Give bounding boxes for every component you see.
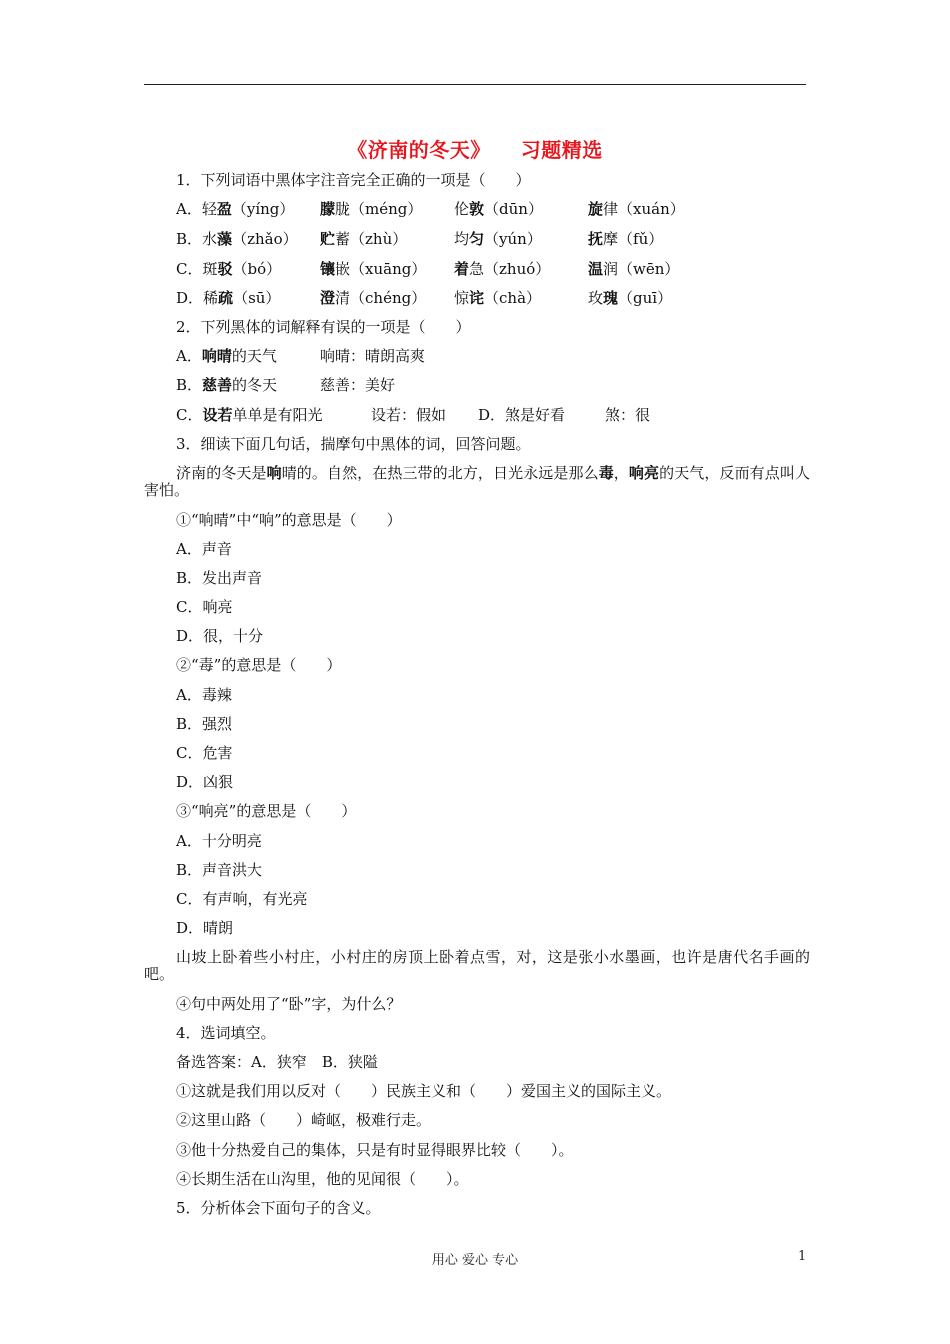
q2-option-c-explanation: 设若：假如	[371, 406, 447, 424]
q1-option-item	[320, 260, 426, 278]
page-number: 1	[798, 1249, 807, 1264]
bold-character: 温	[588, 260, 604, 278]
q4-item: ④长期生活在山沟里，他的见闻很（ ）。	[176, 1170, 469, 1188]
page-title	[0, 134, 950, 163]
q2-option-a-explanation: 响晴：晴朗高爽	[320, 347, 426, 365]
q4-choices: 备选答案：A．狭窄 B．狭隘	[176, 1053, 378, 1071]
bold-term: 慈善	[202, 376, 233, 394]
bold-character: 诧	[469, 289, 485, 307]
bold-character: 匀	[469, 230, 485, 248]
word-part: 急	[469, 260, 485, 278]
q3-sub3-option: C．有声响，有光亮	[176, 890, 308, 908]
word-part: 律	[603, 200, 619, 218]
option-letter: A．	[176, 200, 202, 218]
q3-sub3-option: D．晴朗	[176, 919, 234, 937]
bold-character: 藻	[217, 230, 233, 248]
pinyin: （chà）	[484, 289, 542, 307]
pinyin: （xuāng）	[350, 260, 427, 278]
pinyin: （yíng）	[231, 200, 295, 218]
word-part: 清	[335, 289, 351, 307]
bold-term: 响晴	[201, 347, 232, 365]
pinyin: （sū）	[233, 289, 281, 307]
passage-text: ，	[613, 464, 629, 482]
q2-option-b	[176, 376, 277, 394]
q1-option-item	[176, 200, 294, 218]
pinyin: （wēn）	[618, 260, 680, 278]
bold-term: 毒	[598, 464, 614, 482]
bold-term: 响	[266, 464, 282, 482]
word-part: 斑	[202, 260, 218, 278]
bold-character: 敦	[469, 200, 485, 218]
word-part: 嵌	[335, 260, 351, 278]
option-letter: C．	[176, 260, 203, 278]
word-part: 轻	[201, 200, 217, 218]
pinyin: （chéng）	[350, 289, 427, 307]
q3-sub4-stem: ④句中两处用了“卧”字，为什么？	[176, 995, 402, 1013]
pinyin: （zhuó）	[484, 260, 551, 278]
q1-stem: 1．下列词语中黑体字注音完全正确的一项是（ ）	[176, 171, 531, 189]
pinyin: （méng）	[350, 200, 423, 218]
q2-option-b-explanation: 慈善：美好	[320, 376, 396, 394]
word-part: 摩	[603, 230, 619, 248]
q1-option-item	[454, 230, 542, 248]
q3-sub1-option: B．发出声音	[176, 569, 263, 587]
bold-character: 贮	[320, 230, 336, 248]
q1-option-item	[454, 260, 550, 278]
word-part: 稀	[203, 289, 219, 307]
passage-text: 济南的冬天是	[176, 464, 267, 482]
bold-term: 设若	[202, 406, 233, 424]
bold-character: 抚	[588, 230, 604, 248]
q3-sub2-option: A．毒辣	[176, 686, 232, 704]
passage-text: 晴的。自然，在热三带的北方，日光永远是那么	[281, 464, 599, 482]
word-part: 玫	[588, 289, 604, 307]
q3-passage-1	[144, 465, 810, 499]
q1-option-item	[588, 289, 672, 307]
option-text: 单单是有阳光	[232, 406, 323, 424]
bold-character: 疏	[218, 289, 234, 307]
pinyin: （xuán）	[618, 200, 685, 218]
q3-sub1-option: A．声音	[176, 540, 232, 558]
bold-character: 瑰	[603, 289, 619, 307]
q1-option-item	[588, 200, 685, 218]
word-part: 胧	[335, 200, 351, 218]
bold-character: 澄	[320, 289, 336, 307]
word-part: 惊	[454, 289, 470, 307]
q2-option-d: D．煞是好看	[478, 406, 566, 424]
pinyin: （yún）	[484, 230, 542, 248]
footer-motto: 用心 爱心 专心	[431, 1253, 519, 1268]
q3-sub1-option: D．很，十分	[176, 627, 264, 645]
q1-option-item	[176, 230, 298, 248]
bold-character: 旋	[588, 200, 604, 218]
option-letter: B．	[176, 376, 203, 394]
q3-sub2-option: C．危害	[176, 744, 233, 762]
q2-option-c	[176, 406, 323, 424]
bold-character: 镶	[320, 260, 336, 278]
q3-sub3-option: B．声音洪大	[176, 861, 263, 879]
header-rule	[144, 84, 806, 85]
q3-sub1-option: C．响亮	[176, 598, 233, 616]
q3-sub2-stem: ②“毒”的意思是（ ）	[176, 656, 342, 674]
title-part-2: 习题精选	[520, 138, 603, 162]
q4-stem: 4．选词填空。	[176, 1024, 276, 1042]
q1-option-item	[320, 289, 426, 307]
word-part: 蓄	[335, 230, 351, 248]
passage-text: 的天气，反而有点叫人害怕。	[144, 464, 810, 499]
q3-sub1-stem: ①“响晴”中“响”的意思是（ ）	[176, 511, 402, 529]
q3-stem: 3．细读下面几句话，揣摩句中黑体的词，回答问题。	[176, 435, 531, 453]
q3-passage-2: 山坡上卧着些小村庄，小村庄的房顶上卧着点雪，对，这是张小水墨画，也许是唐代名手画的吧。	[144, 948, 810, 983]
q2-option-d-explanation: 煞：很	[605, 406, 651, 424]
bold-term: 响亮	[628, 464, 660, 482]
q4-item: ①这就是我们用以反对（ ）民族主义和（ ）爱国主义的国际主义。	[176, 1082, 672, 1100]
title-part-1: 《济南的冬天》	[347, 138, 491, 162]
q3-sub2-option: B．强烈	[176, 715, 233, 733]
q5-stem: 5．分析体会下面句子的含义。	[176, 1199, 381, 1217]
q1-option-item	[588, 260, 679, 278]
option-text: 的冬天	[232, 376, 278, 394]
pinyin: （zhǎo）	[232, 230, 298, 248]
q1-option-item	[320, 200, 422, 218]
q2-stem: 2．下列黑体的词解释有误的一项是（ ）	[176, 318, 471, 336]
option-letter: A．	[176, 347, 202, 365]
option-letter: B．	[176, 230, 203, 248]
option-letter: D．	[176, 289, 204, 307]
bold-character: 盈	[216, 200, 232, 218]
option-text: 的天气	[231, 347, 277, 365]
bold-character: 驳	[217, 260, 233, 278]
q1-option-item	[176, 260, 281, 278]
q4-item: ③他十分热爱自己的集体，只是有时显得眼界比较（ ）。	[176, 1141, 574, 1159]
word-part: 水	[202, 230, 218, 248]
q1-option-item	[320, 230, 407, 248]
q1-option-item	[588, 230, 663, 248]
pinyin: （dūn）	[484, 200, 543, 218]
pinyin: （bó）	[232, 260, 282, 278]
bold-character: 着	[454, 260, 470, 278]
pinyin: （guī）	[618, 289, 673, 307]
q3-sub3-stem: ③“响亮”的意思是（ ）	[176, 802, 357, 820]
q1-option-item	[176, 289, 280, 307]
pinyin: （fǔ）	[618, 230, 664, 248]
bold-character: 朦	[320, 200, 336, 218]
q4-item: ②这里山路（ ）崎岖，极难行走。	[176, 1111, 432, 1129]
q1-option-item	[454, 289, 541, 307]
q3-sub3-option: A．十分明亮	[176, 832, 262, 850]
q3-sub2-option: D．凶狠	[176, 773, 234, 791]
q1-option-item	[454, 200, 543, 218]
option-letter: C．	[176, 406, 203, 424]
word-part: 伦	[454, 200, 470, 218]
word-part: 润	[603, 260, 619, 278]
pinyin: （zhù）	[350, 230, 408, 248]
q2-option-a	[176, 347, 277, 365]
word-part: 均	[454, 230, 470, 248]
